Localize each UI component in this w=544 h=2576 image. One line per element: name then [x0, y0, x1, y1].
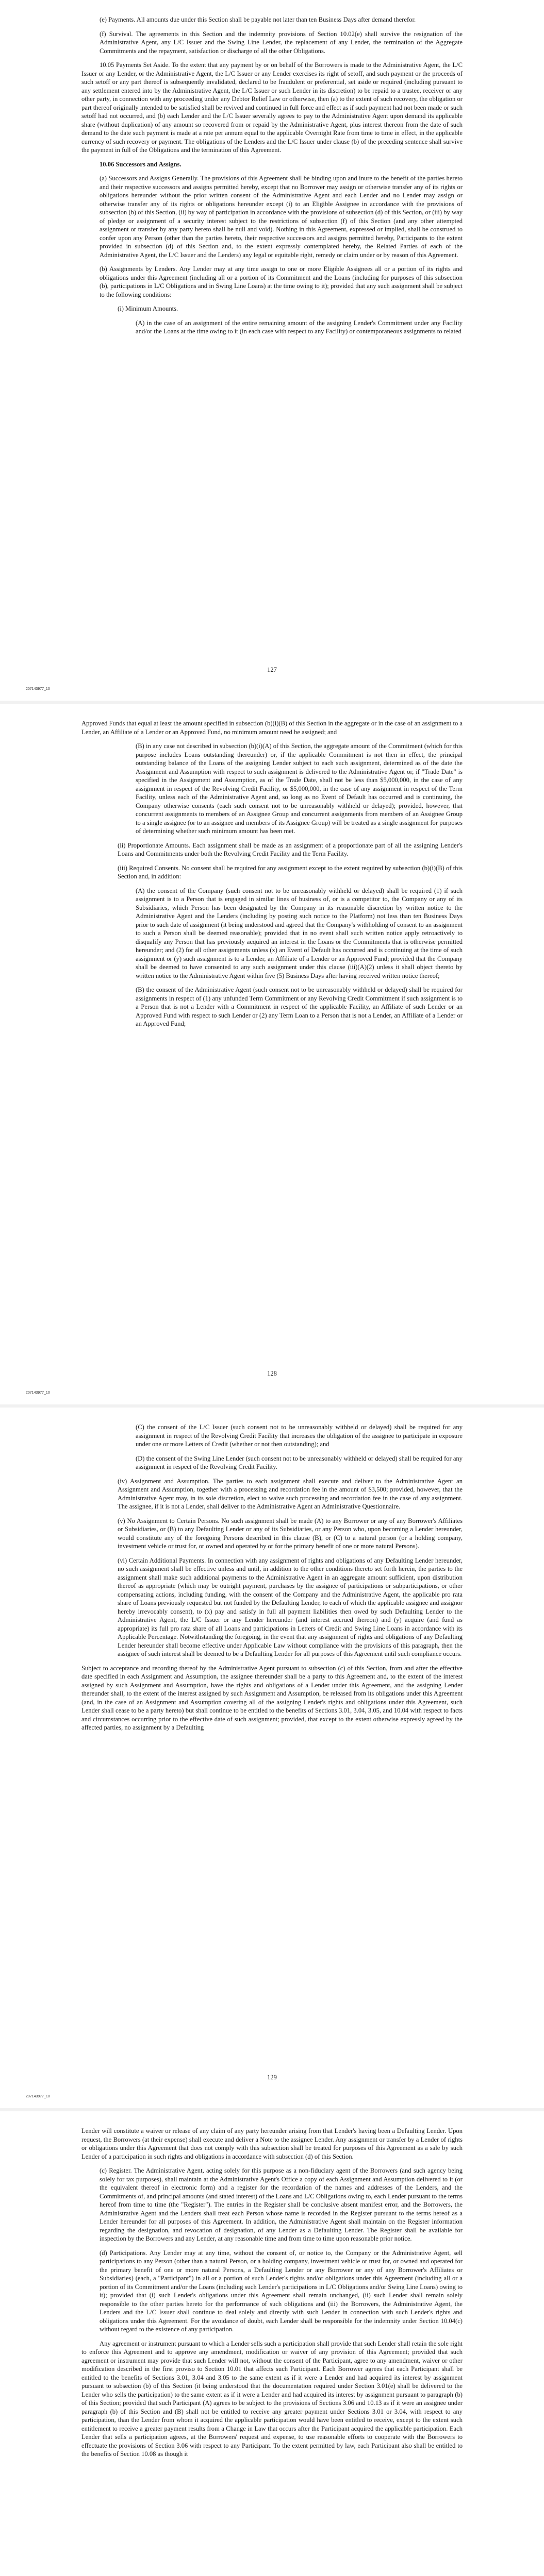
paragraph: (iii) Required Consents. No consent shall be required for any assignment except to the extent required by subsection (b)(i)(B) of this Section and, in addition:: [118, 864, 463, 880]
section-heading: 10.06 Successors and Assigns.: [100, 160, 182, 168]
paragraph: (A) the consent of the Company (such consent not to be unreasonably withheld or delayed) shall be required (1) if such assignment is to a Person that is engaged in similar lines of business of, or is a competitor to, the Company or any of its Subsidiaries, which Person has been designated by the Company in its reasonable discretion by written notice to the Administrative Agent and the Lenders (including by posting such notice to the Platform) not less than ten Business Days prior to such date of assignment (it being understood and agreed that the Company's withholding of consent to an assignment to such a Person shall be deemed reasonable); provided that in no event shall such written notice apply retroactively to disqualify any Person that has previously acquired an interest in the Loans or the Commitments that is otherwise permitted hereunder; and (2) for all other assignments unless (x) an Event of Default has occurred and is continuing at the time of such assignment or (y) such assignment is to a Lender, an Affiliate of a Lender or an Approved Fund; provided that the Company shall be deemed to have consented to any such assignment under this clause (iii)(A)(2) unless it shall object thereto by written notice to the Administrative Agent within five (5) Business Days after having received written notice thereof;: [136, 887, 463, 979]
paragraph: (A) in the case of an assignment of the entire remaining amount of the assigning Lender's Commitment under any Facility and/or the Loans at the time owing to it (in each case with respect to any Facility) or contemporaneous assignments to related: [136, 319, 463, 335]
paragraph: Subject to acceptance and recording thereof by the Administrative Agent pursuant to subsection (c) of this Section, from and after the effective date specified in each Assignment and Assumption, the assignee thereunder shall be a party to this Agreement and, to the extent of the interest assigned by such Assignment and Assumption, have the rights and obligations of a Lender under this Agreement, and the assigning Lender thereunder shall, to the extent of the interest assigned by such Assignment and Assumption, be released from its obligations under this Agreement (and, in the case of an Assignment and Assumption covering all of the assigning Lender's rights and obligations under this Agreement, such Lender shall cease to be a party hereto) but shall continue to be entitled to the benefits of Sections 3.01, 3.04, 3.05, and 10.04 with respect to facts and circumstances occurring prior to the effective date of such assignment; provided, that except to the extent otherwise expressly agreed by the affected parties, no assignment by a Defaulting: [81, 1664, 463, 1731]
paragraph: (iv) Assignment and Assumption. The parties to each assignment shall execute and deliver to the Administrative Agent an Assignment and Assumption, together with a processing and recordation fee in the amount of $3,500; provided, however, that the Administrative Agent may, in its sole discretion, elect to waive such processing and recordation fee in the case of any assignment. The assignee, if it is not a Lender, shall deliver to the Administrative Agent an Administrative Questionnaire.: [118, 1477, 463, 1510]
paragraph: (b) Assignments by Lenders. Any Lender may at any time assign to one or more Eligible Assignees all or a portion of its rights and obligations under this Agreement (including all or a portion of its Commitment and the Loans (including for purposes of this subsection (b), participations in L/C Obligations and in Swing Line Loans) at the time owing to it); provided that any such assignment shall be subject to the following conditions:: [100, 265, 463, 298]
paragraph: (e) Payments. All amounts due under this Section shall be payable not later than ten Business Days after demand therefor.: [100, 16, 416, 23]
page-number: 128: [267, 1370, 277, 1377]
page-number: 127: [267, 666, 277, 673]
page-number: 129: [267, 2074, 277, 2081]
page-4: [0, 2111, 544, 2576]
page-3: [0, 1408, 544, 2108]
page-1: [0, 0, 544, 701]
paragraph: (B) the consent of the Administrative Agent (such consent not to be unreasonably withheld or delayed) shall be required for assignments in respect of (1) any unfunded Term Commitment or any Revolving Credit Commitment if such assignment is to a Person that is not a Lender with a Commitment in respect of the applicable Facility, an Affiliate of such Lender or an Approved Fund with respect to such Lender or (2) any Term Loan to a Person that is not a Lender, an Affiliate of a Lender or an Approved Fund;: [136, 986, 463, 1027]
paragraph: (a) Successors and Assigns Generally. The provisions of this Agreement shall be binding upon and inure to the benefit of the parties hereto and their respective successors and assigns permitted hereby, except that no Borrower may assign or otherwise transfer any of its rights or obligations hereunder without the prior written consent of the Administrative Agent and each Lender and no Lender may assign or otherwise transfer any of its rights or obligations hereunder except (i) to an Eligible Assignee in accordance with the provisions of subsection (b) of this Section, (ii) by way of participation in accordance with the provisions of subsection (d) of this Section, or (iii) by way of pledge or assignment of a security interest subject to the restrictions of subsection (f) of this Section (and any other attempted assignment or transfer by any party hereto shall be null and void). Nothing in this Agreement, expressed or implied, shall be construed to confer upon any Person (other than the parties hereto, their respective successors and assigns permitted hereby, Participants to the extent provided in subsection (d) of this Section and, to the extent expressly contemplated hereby, the Related Parties of each of the Administrative Agent, the L/C Issuer and the Lenders) any legal or equitable right, remedy or claim under or by reason of this Agreement.: [100, 175, 463, 259]
paragraph: (C) the consent of the L/C Issuer (such consent not to be unreasonably withheld or delayed) shall be required for any assignment in respect of the Revolving Credit Facility that increases the obligation of the assignee to participate in exposure under one or more Letters of Credit (whether or not then outstanding); and: [136, 1423, 463, 1448]
paragraph: Lender will constitute a waiver or release of any claim of any party hereunder arising from that Lender's having been a Defaulting Lender. Upon request, the Borrowers (at their expense) shall execute and deliver a Note to the assignee Lender. Any assignment or transfer by a Lender of rights or obligations under this Agreement that does not comply with this subsection shall be treated for purposes of this Agreement as a sale by such Lender of a participation in such rights and obligations in accordance with subsection (d) of this Section.: [81, 2127, 463, 2160]
page-2: [0, 704, 544, 1404]
paragraph: (B) in any case not described in subsection (b)(i)(A) of this Section, the aggregate amount of the Commitment (which for this purpose includes Loans outstanding thereunder) or, if the applicable Commitment is not then in effect, the principal outstanding balance of the Loans of the assigning Lender subject to each such assignment, determined as of the date the Assignment and Assumption with respect to such assignment is delivered to the Administrative Agent or, if "Trade Date" is specified in the Assignment and Assumption, as of the Trade Date, shall not be less than $5,000,000, in the case of any assignment in respect of the Revolving Credit Facility, or $5,000,000, in the case of any assignment in respect of the Term Facility, unless each of the Administrative Agent and, so long as no Event of Default has occurred and is continuing, the Company otherwise consents (each such consent not to be unreasonably withheld or delayed); provided, however, that concurrent assignments to members of an Assignee Group and concurrent assignments from members of an Assignee Group to a single assignee (or to an assignee and members of its Assignee Group) will be treated as a single assignment for purposes of determining whether such minimum amount has been met.: [136, 742, 463, 835]
paragraph: (f) Survival. The agreements in this Section and the indemnity provisions of Section 10.02(e) shall survive the resignation of the Administrative Agent, any L/C Issuer and the Swing Line Lender, the replacement of any Lender, the termination of the Aggregate Commitments and the repayment, satisfaction or discharge of all the other Obligations.: [100, 30, 463, 55]
paragraph: Any agreement or instrument pursuant to which a Lender sells such a participation shall provide that such Lender shall retain the sole right to enforce this Agreement and to approve any amendment, modification or waiver of any provision of this Agreement; provided that such agreement or instrument may provide that such Lender will not, without the consent of the Participant, agree to any amendment, waiver or other modification described in the first proviso to Section 10.01 that affects such Participant. Each Borrower agrees that each Participant shall be entitled to the benefits of Sections 3.01, 3.04 and 3.05 to the same extent as if it were a Lender and had acquired its interest by assignment pursuant to subsection (b) of this Section (it being understood that the documentation required under Section 3.01(e) shall be delivered to the Lender who sells the participation) to the same extent as if it were a Lender and had acquired its interest by assignment pursuant to paragraph (b) of this Section; provided that such Participant (A) agrees to be subject to the provisions of Sections 3.06 and 10.13 as if it were an assignee under paragraph (b) of this Section and (B) shall not be entitled to receive any greater payment under Sections 3.01 or 3.04, with respect to any participation, than the Lender from whom it acquired the applicable participation would have been entitled to receive, except to the extent such entitlement to receive a greater payment results from a Change in Law that occurs after the Participant acquired the applicable participation. Each Lender that sells a participation agrees, at the Borrowers' request and expense, to use reasonable efforts to cooperate with the Borrowers to effectuate the provisions of Section 3.06 with respect to any Participant. To the extent permitted by law, each Participant also shall be entitled to the benefits of Section 10.08 as though it: [81, 2340, 463, 2458]
paragraph: (c) Register. The Administrative Agent, acting solely for this purpose as a non-fiduciary agent of the Borrowers (and such agency being solely for tax purposes), shall maintain at the Administrative Agent's Office a copy of each Assignment and Assumption delivered to it (or the equivalent thereof in electronic form) and a register for the recordation of the names and addresses of the Lenders, and the Commitments of, and principal amounts (and stated interest) of the Loans and L/C Obligations owing to, each Lender pursuant to the terms hereof from time to time (the "Register"). The entries in the Register shall be conclusive absent manifest error, and the Borrowers, the Administrative Agent and the Lenders shall treat each Person whose name is recorded in the Register pursuant to the terms hereof as a Lender hereunder for all purposes of this Agreement. In addition, the Administrative Agent shall maintain on the Register information regarding the designation, and revocation of designation, of any Lender as a Defaulting Lender. The Register shall be available for inspection by the Borrowers and any Lender, at any reasonable time and from time to time upon reasonable prior notice.: [100, 2167, 463, 2242]
paragraph: (vi) Certain Additional Payments. In connection with any assignment of rights and obligations of any Defaulting Lender hereunder, no such assignment shall be effective unless and until, in addition to the other conditions thereto set forth herein, the parties to the assignment shall make such additional payments to the Administrative Agent in an aggregate amount sufficient, upon distribution thereof as appropriate (which may be outright payment, purchases by the assignee of participations or subparticipations, or other compensating actions, including funding, with the consent of the Company and the Administrative Agent, the applicable pro rata share of Loans previously requested but not funded by the Defaulting Lender, to each of which the applicable assignee and assignor hereby irrevocably consent), to (x) pay and satisfy in full all payment liabilities then owed by such Defaulting Lender to the Administrative Agent, the L/C Issuer or any Lender hereunder (and interest accrued thereon) and (y) acquire (and fund as appropriate) its full pro rata share of all Loans and participations in Letters of Credit and Swing Line Loans in accordance with its Applicable Percentage. Notwithstanding the foregoing, in the event that any assignment of rights and obligations of any Defaulting Lender hereunder shall become effective under Applicable Law without compliance with the provisions of this paragraph, then the assignee of such interest shall be deemed to be a Defaulting Lender for all purposes of this Agreement until such compliance occurs.: [118, 1556, 463, 1657]
paragraph: (ii) Proportionate Amounts. Each assignment shall be made as an assignment of a proportionate part of all the assigning Lender's Loans and Commitments under both the Revolving Credit Facility and the Term Facility.: [118, 841, 463, 857]
paragraph: (d) Participations. Any Lender may at any time, without the consent of, or notice to, the Company or the Administrative Agent, sell participations to any Person (other than a natural Person, or a holding company, investment vehicle or trust for, or owned and operated for the primary benefit of one or more natural Persons, a Defaulting Lender or any Borrower or any of any Borrower's Affiliates or Subsidiaries) (each, a "Participant") in all or a portion of such Lender's rights and/or obligations under this Agreement (including all or a portion of its Commitment and/or the Loans (including such Lender's participations in L/C Obligations and/or Swing Line Loans) owing to it); provided that (i) such Lender's obligations under this Agreement shall remain unchanged, (ii) such Lender shall remain solely responsible to the other parties hereto for the performance of such obligations and (iii) the Borrowers, the Administrative Agent, the Lenders and the L/C Issuer shall continue to deal solely and directly with such Lender in connection with such Lender's rights and obligations under this Agreement. For the avoidance of doubt, each Lender shall be responsible for the indemnity under Section 10.04(c) without regard to the existence of any participation.: [100, 2249, 463, 2333]
paragraph: (v) No Assignment to Certain Persons. No such assignment shall be made (A) to any Borrower or any of any Borrower's Affiliates or Subsidiaries, or (B) to any Defaulting Lender or any of its Subsidiaries, or any Person who, upon becoming a Lender hereunder, would constitute any of the foregoing Persons described in this clause (B), or (C) to a natural person (or a holding company, investment vehicle or trust for, or owned and operated by or for the primary benefit of one or more natural Persons).: [118, 1517, 463, 1550]
paragraph: 10.05 Payments Set Aside. To the extent that any payment by or on behalf of the Borrowers is made to the Administrative Agent, the L/C Issuer or any Lender, or the Administrative Agent, the L/C Issuer or any Lender exercises its right of setoff, and such payment or the proceeds of such setoff or any part thereof is subsequently invalidated, declared to be fraudulent or preferential, set aside or required (including pursuant to any settlement entered into by the Administrative Agent, the L/C Issuer or such Lender in its discretion) to be repaid to a trustee, receiver or any other party, in connection with any proceeding under any Debtor Relief Law or otherwise, then (a) to the extent of such recovery, the obligation or part thereof originally intended to be satisfied shall be revived and continued in full force and effect as if such payment had not been made or such setoff had not occurred, and (b) each Lender and the L/C Issuer severally agrees to pay to the Administrative Agent upon demand its applicable share (without duplication) of any amount so recovered from or repaid by the Administrative Agent, plus interest thereon from the date of such demand to the date such payment is made at a rate per annum equal to the applicable Overnight Rate from time to time in effect, in the applicable currency of such recovery or payment. The obligations of the Lenders and the L/C Issuer under clause (b) of the preceding sentence shall survive the payment in full of the Obligations and the termination of this Agreement.: [81, 61, 463, 154]
paragraph: Approved Funds that equal at least the amount specified in subsection (b)(i)(B) of this Section in the aggregate or in the case of an assignment to a Lender, an Affiliate of a Lender or an Approved Fund, no minimum amount need be assigned; and: [81, 720, 463, 736]
paragraph: (D) the consent of the Swing Line Lender (such consent not to be unreasonably withheld or delayed) shall be required for any assignment in respect of the Revolving Credit Facility.: [136, 1454, 463, 1470]
document-id: 207143977_10: [26, 2095, 50, 2098]
document-id: 207143977_10: [26, 1391, 50, 1395]
paragraph: (i) Minimum Amounts.: [118, 305, 178, 312]
document-id: 207143977_10: [26, 687, 50, 691]
